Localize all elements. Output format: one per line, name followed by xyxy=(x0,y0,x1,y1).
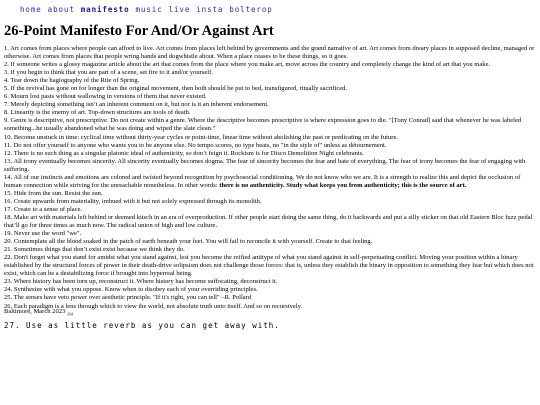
manifesto-point: 8. Linearity is the enemy of art. Top-down structures are tools of death. xyxy=(4,109,191,117)
manifesto-point: 15. Hide from the sun. Resist the sun. xyxy=(4,189,103,197)
point-14-bold: there is no authenticity. Study what keeps you from authenticity; this is the source of art. xyxy=(219,181,467,189)
site-nav xyxy=(20,5,273,17)
nav-about-link[interactable]: about xyxy=(47,5,75,14)
signature-line xyxy=(4,308,73,316)
manifesto-point: 21. Sometimes things that don’t exist exist because we think they do. xyxy=(4,246,185,254)
manifesto-point: 13. All irony eventually becomes sincerity. All sincerity eventually becomes dogma. The fear of sincerity becomes the fear and hate of everything. The fear of irony becomes the fear of engaging with suffering. xyxy=(4,157,526,173)
manifesto-point-27: 27. Use as little reverb as you can get away with. xyxy=(4,321,280,330)
manifesto-point: 19. Never use the word "we". xyxy=(4,230,82,238)
manifesto-point: 11. Do not offer yourself to anyone who wants you to be anyone else. No tempo scores, no type beats, no "in the style of" unless as détournement. xyxy=(4,141,387,149)
manifesto-point-14 xyxy=(4,174,536,190)
signature: Baltimore, March 2023 xyxy=(4,308,66,315)
manifesto-point: 4. Tear down the hagiography of the Rite of Spring. xyxy=(4,77,140,85)
manifesto-point: 20. Contemplate all the blood soaked in the patch of earth beneath your feet. You will fail to reconcile it with yourself. Create to that feeling. xyxy=(4,238,373,246)
manifesto-point: 3. If you begin to think that you are part of a scene, set fire to it and/or yourself. xyxy=(4,69,213,77)
manifesto-point: 16. Create upwards from materiality, imbued with it but not solely expressed through its monolith. xyxy=(4,197,262,205)
page-title: 26-Point Manifesto For And/Or Against Art xyxy=(4,23,274,39)
signature-subscript: 334 xyxy=(66,311,73,317)
manifesto-point: 12. There is no such thing as a singular platonic ideal of authenticity, so don’t feign it. Rockism is for Disco Demolition Night celebrants. xyxy=(4,149,364,157)
manifesto-point: 7. Merely depicting something isn’t an inherent comment on it, but nor is it an inherent endorsement. xyxy=(4,101,269,109)
manifesto-point: 2. If someone writes a glossy magazine article about the art that comes from the place where you make art, move across the country and completely change the kind of art that you make. xyxy=(4,61,491,69)
nav-manifesto-link[interactable]: manifesto xyxy=(80,5,130,14)
manifesto-point: 10. Become unstuck in time: cyclical time without thirty-year cycles or point-time, linear time without abolishing the past or predicating on the future. xyxy=(4,133,398,141)
nav-live-link[interactable]: live xyxy=(168,5,191,14)
nav-home-link[interactable]: home xyxy=(20,5,42,14)
manifesto-point: 6. Mourn lost pasts without wallowing in versions of them that never existed. xyxy=(4,93,207,101)
point-14-text: 14. All of our instincts and emotions are colored and twisted beyond recognition by psychosocial conditioning. We do not know who we are. It is a strength to realize this and depict the occlusion of human connection while striving for the unreachable nonetheless. In other words: xyxy=(4,173,521,189)
manifesto-point: 5. If the revival has gone on for longer than the original movement, then both should be put to bed, transfigured, ritually sacrificed. xyxy=(4,85,348,93)
manifesto-point: 9. Genre is descriptive, not prescriptive. Do not create within a genre. Where the descriptive becomes prescriptive is where expression goes to die. "[Tony Conrad] said that whenever he was labeled something...he usually abandoned what he was doing and wiped the slate clean." xyxy=(4,117,522,133)
manifesto-point: 1. Art comes from places where people can afford to live. Art comes from places left behind by governments and the grand narrative of art. Art comes from dreary places in supposed decline, managed or otherwise. Art comes from places that people wring hands and dogwhistle about. When a place ceases to be these things, so it goes. xyxy=(4,45,535,61)
manifesto-point: 22. Don't forget what you stand for amidst what you stand against, lest you become the reified antitype of what you stand against in self-perpetuating conflict. Moving your position within a binary established by the structural forces of power in their death-drive solipsism does not challenge those forces: that is, unless they establish the binary in opposition to something they fear but which does not exist, which can be a destabilizing force if brought into hyperreal being. xyxy=(4,254,534,278)
manifesto-point: 18. Make art with materials left behind or deemed kitsch in an era of overproduction. If other people start doing the same thing, do it backwards and put a silly sticker on that old Eastern Bloc fuzz pedal that’ll go for three times as much now. The radical union of high and low culture. xyxy=(4,213,533,230)
nav-insta-link[interactable]: insta xyxy=(196,5,224,14)
manifesto-point: 25. The senses have veto power over aesthetic principle. "If it's right, you can tell" –R. Pollard xyxy=(4,294,252,302)
manifesto-point: 24. Synthesize with what you oppose. Know when to disobey each of your overriding principles. xyxy=(4,286,258,294)
manifesto-point: 26. Each paradigm is a lens through which to view the world, not absolute truth unto itself. And so on recursively. xyxy=(4,302,303,310)
manifesto-point: 23. Where history has been torn up, reconstruct it. Where history has become suffocating, deconstruct it. xyxy=(4,278,278,286)
manifesto-point: 17. Create to a sense of place. xyxy=(4,205,83,213)
nav-music-link[interactable]: music xyxy=(135,5,163,14)
nav-bolterop-link[interactable]: bolterop xyxy=(229,5,273,14)
manifesto-body xyxy=(4,45,536,311)
